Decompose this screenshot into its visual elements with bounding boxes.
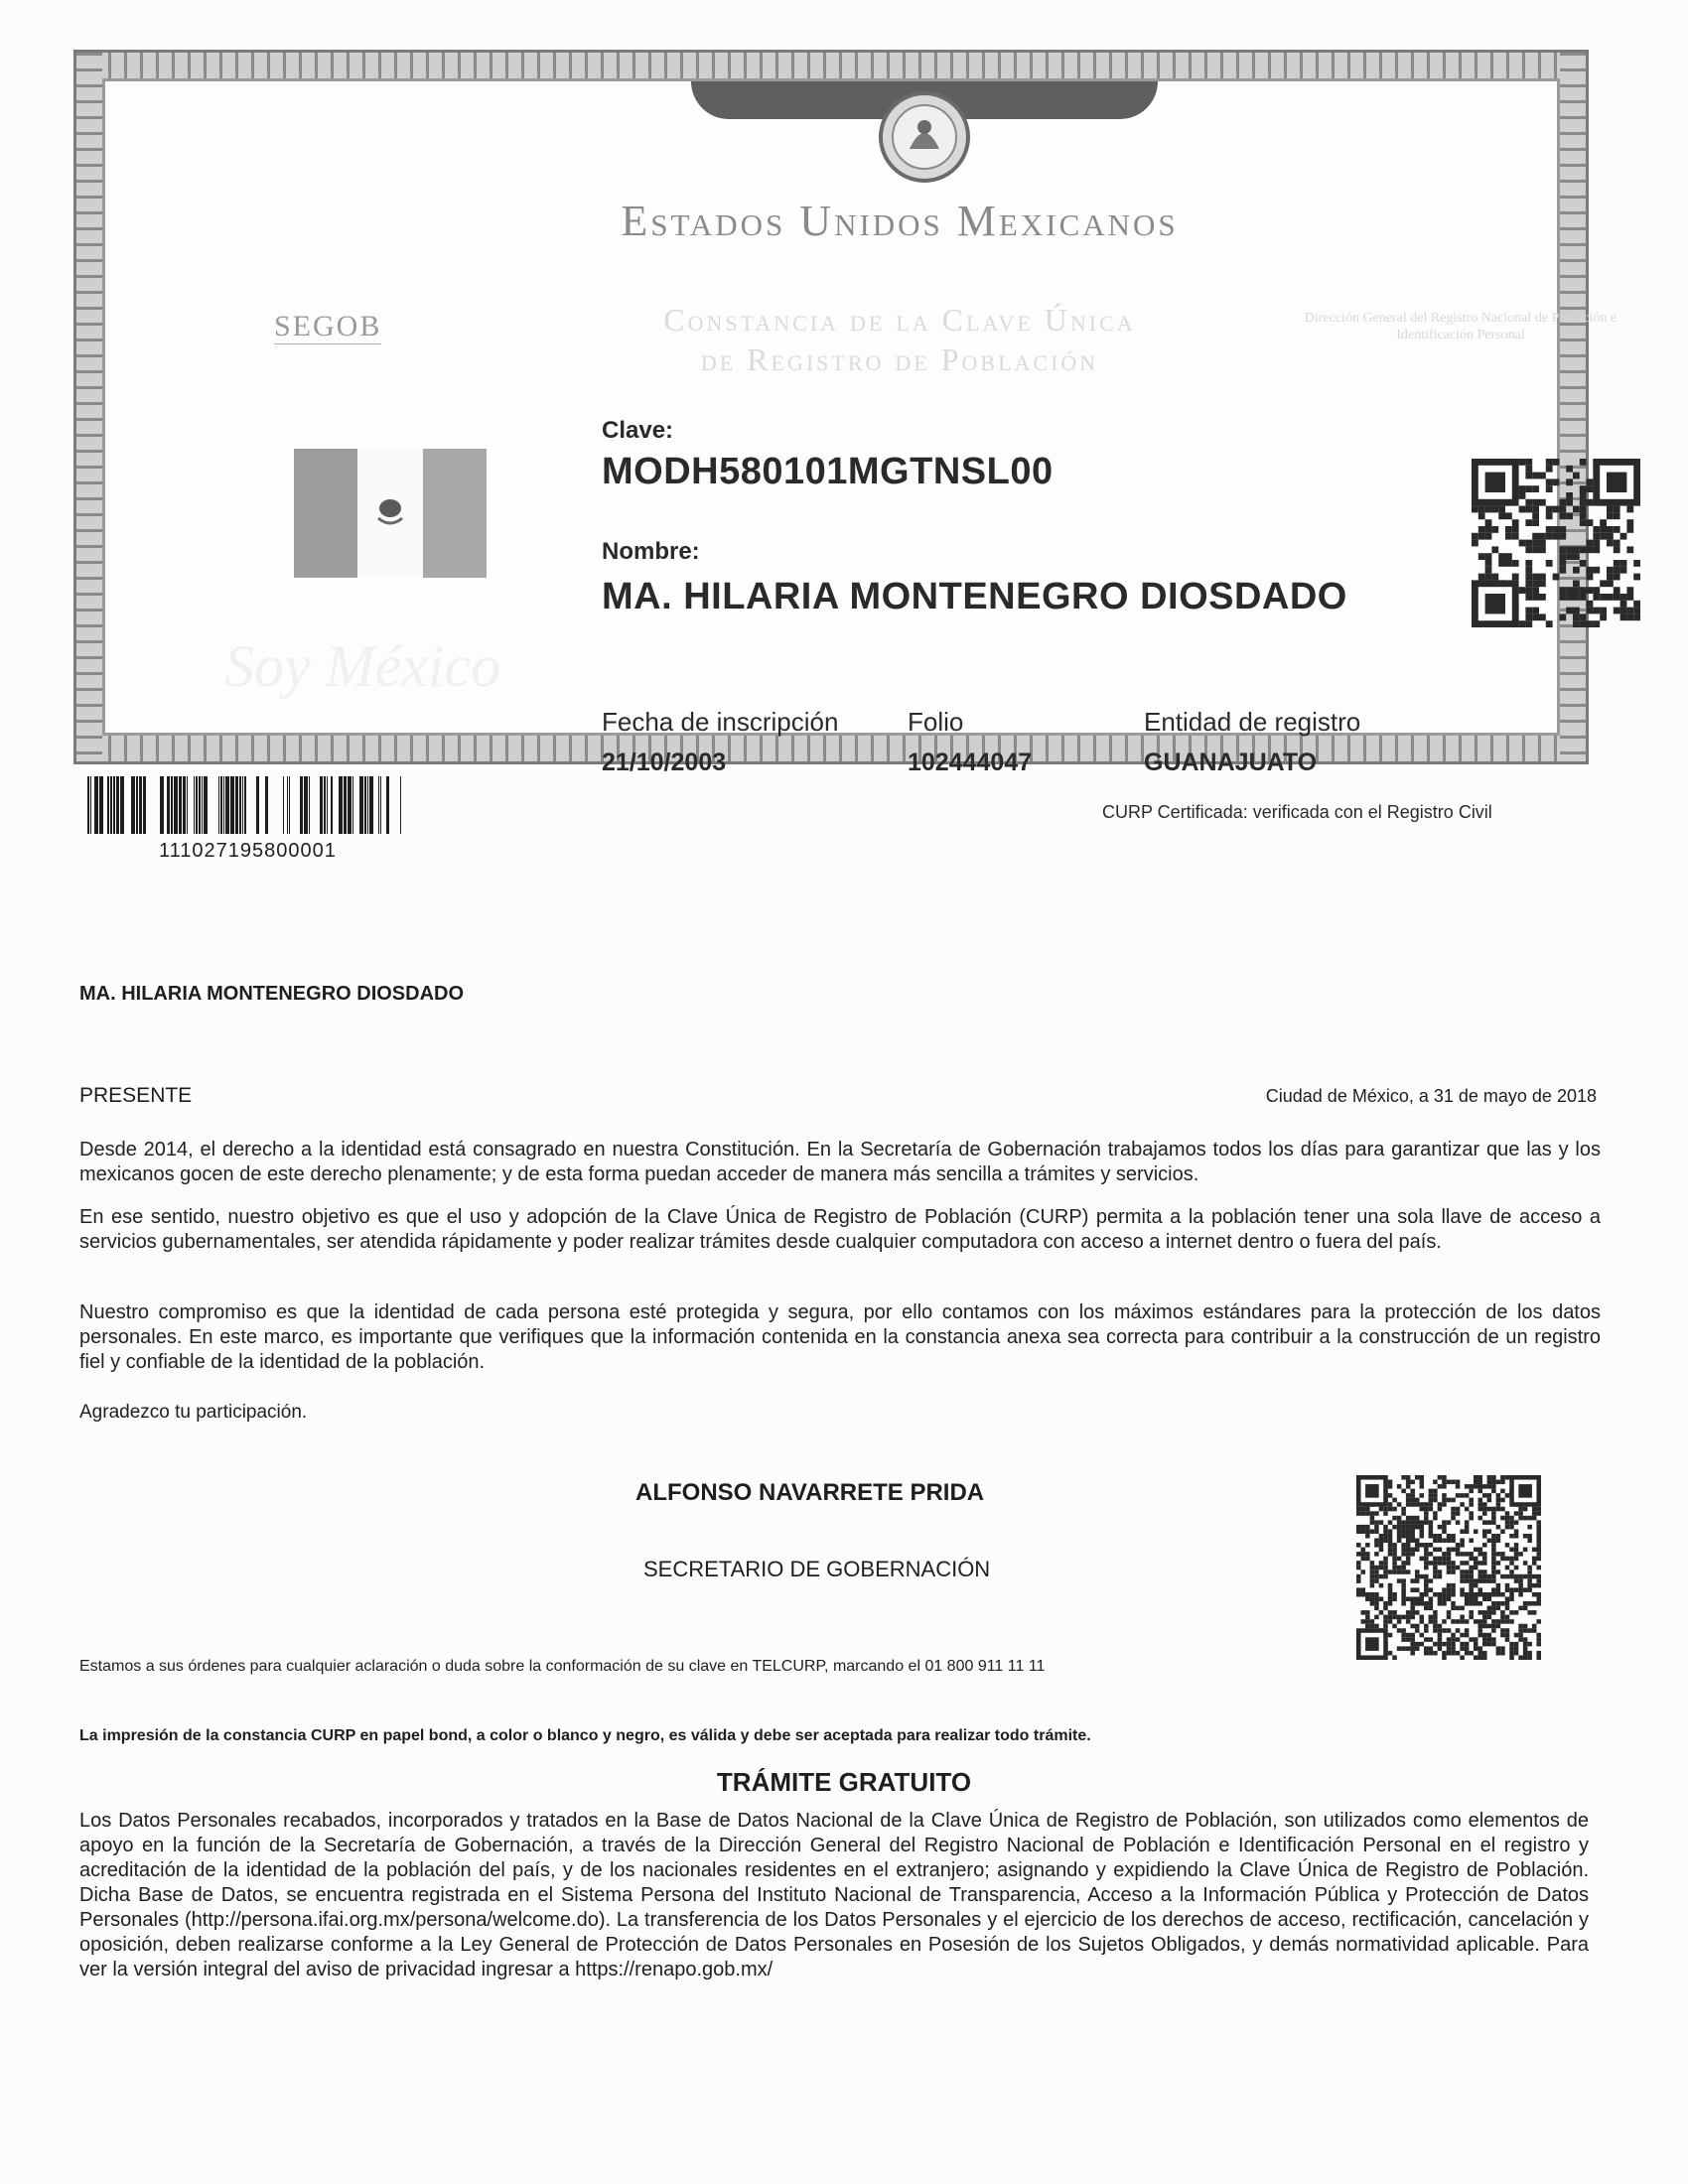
curp-certificate-card (73, 50, 1618, 776)
ornamental-border-right (1560, 53, 1586, 761)
signer-title: SECRETARIO DE GOBERNACIÓN (643, 1557, 991, 1581)
barcode-number: 111027195800001 (159, 840, 337, 862)
qr-code-icon (1472, 459, 1640, 627)
mexican-flag-icon (294, 449, 487, 578)
privacy-notice: Los Datos Personales recabados, incorporados y tratados en la Base de Datos Nacional de la Clave Única de Registro de Población, son utilizados como elementos de apoyo en la función de la Secretaría de Gobernación, a través de la Dirección General del Registro Nacional de Población e Identificación Personal en el registro y acreditación de la identidad de la población del país, y de los nacionales residentes en el extranjero; asignando y expidiendo la Clave Única de Registro de Población. Dicha Base de Datos, se encuentra registrada en el Sistema Persona del Instituto Nacional de Transparencia, Acceso a la Información Pública y Protección de Datos Personales (http://persona.ifai.org.mx/persona/welcome.do). La transferencia de los Datos Personales y el ejercicio de los derechos de acceso, rectificación, cancelación y oposición, deben realizarse conforme a la Ley General de Protección de Datos Personales en Posesión de los Sujetos Obligados, y demás normatividad aplicable. Para ver la versión integral del aviso de privacidad ingresar a https://renapo.gob.mx/ (79, 1810, 1589, 1980)
watermark-text: Soy México (224, 633, 501, 699)
letter-paragraph-3: Nuestro compromiso es que la identidad de cada persona esté protegida y segura, por ello contamos con los máximos estándares para la protección de los datos personales. En este marco, es importante que verifiques que la información contenida en la constancia anexa sea correcta para contribuir a la construcción de un registro fiel y confiable de la identidad de la población. (79, 1301, 1601, 1373)
letter-paragraph-2: En ese sentido, nuestro objetivo es que el uso y adopción de la Clave Única de Registro de Población (CURP) permita a la población tener una sola llave de acceso a servicios gubernamentales, ser atendida rápidamente y poder realizar trámites desde cualquier computadora con acceso a internet dentro o fuera del país. (79, 1206, 1601, 1253)
certificate-title-line-2: de Registro de Población (700, 341, 1099, 377)
flag-red-band (423, 449, 487, 578)
telcurp-note: Estamos a sus órdenes para cualquier aclaración o duda sobre la conformación de su clave en TELCURP, marcando el 01 800 911 11 11 (79, 1658, 1046, 1675)
presente-label: PRESENTE (79, 1084, 193, 1107)
fecha-inscripcion-value: 21/10/2003 (602, 749, 727, 776)
folio-label: Folio (908, 707, 964, 737)
entidad-registro-value: GUANAJUATO (1144, 749, 1318, 776)
country-title: Estados Unidos Mexicanos (621, 197, 1179, 245)
coat-of-arms-icon (870, 87, 979, 187)
barcode-icon (87, 776, 401, 834)
letter-paragraph-1: Desde 2014, el derecho a la identidad está consagrado en nuestra Constitución. En la Secretaría de Gobernación trabajamos todos los días para garantizar que las y los mexicanos gocen de este derecho plenamente; y de esta forma puedan acceder de manera más sencilla a trámites y servicios. (79, 1139, 1601, 1185)
city-date: Ciudad de México, a 31 de mayo de 2018 (1265, 1086, 1597, 1106)
ornamental-border-top (76, 53, 1586, 78)
fecha-inscripcion-label: Fecha de inscripción (602, 707, 839, 737)
signer-name: ALFONSO NAVARRETE PRIDA (635, 1479, 985, 1506)
renapo-logo-text: Dirección General del Registro Nacional de Población e Identificación Personal (1304, 311, 1618, 342)
entidad-registro-label: Entidad de registro (1144, 707, 1361, 737)
flag-green-band (294, 449, 357, 578)
nombre-value: MA. HILARIA MONTENEGRO DIOSDADO (602, 576, 1347, 617)
clave-value: MODH580101MGTNSL00 (602, 451, 1054, 492)
nombre-label: Nombre: (602, 538, 700, 565)
certificate-title-line-1: Constancia de la Clave Única (663, 302, 1136, 338)
impresion-note: La impresión de la constancia CURP en papel bond, a color o blanco y negro, es válida y debe ser aceptada para realizar todo trámite. (79, 1727, 1091, 1744)
tramite-gratuito-heading: TRÁMITE GRATUITO (716, 1767, 972, 1797)
curp-certificada-note: CURP Certificada: verificada con el Registro Civil (1102, 802, 1492, 822)
signature-qr-code-icon (1356, 1475, 1541, 1660)
folio-value: 102444047 (908, 749, 1033, 776)
ornamental-border-bottom (76, 736, 1586, 761)
clave-label: Clave: (602, 417, 674, 444)
eagle-icon (375, 494, 405, 528)
letter-thanks: Agradezco tu participación. (79, 1402, 308, 1423)
certificate-body (102, 78, 1618, 776)
ornamental-border-left (76, 53, 102, 761)
segob-logo: SEGOB (274, 310, 382, 342)
recipient-name: MA. HILARIA MONTENEGRO DIOSDADO (79, 983, 465, 1005)
